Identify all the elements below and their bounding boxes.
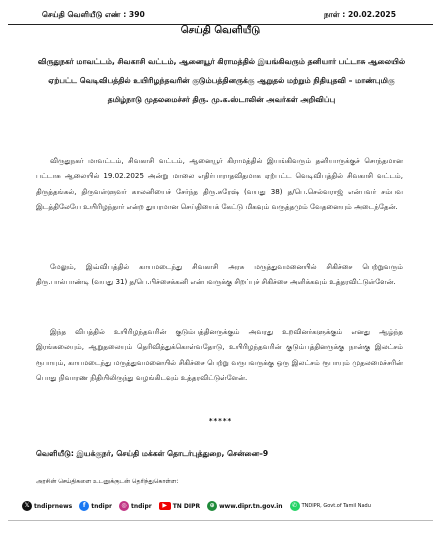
website-url: www.dipr.tn.gov.in: [219, 502, 283, 510]
globe-icon: ⊕: [207, 501, 217, 511]
social-link-whatsapp[interactable]: [290, 501, 371, 511]
social-link-x[interactable]: [22, 501, 72, 511]
social-link-facebook[interactable]: [79, 501, 112, 511]
release-title: விருதுநகர் மாவட்டம், சிவகாசி வட்டம், ஆனையூர் கிராமத்தில் இயங்கிவரும் தனியார் பட்டாசு ஆலையில் ஏற்பட்ட வெடிவிபத்தில் உயிரிழந்தவரின் குடும்பத்தினருக்கு ஆறுதல் மற்றும் நிதியுதவி – மாண்புமிகு தமிழ்நாடு முதலமைச்சர் திரு. மு.க.ஸ்டாலின் அவர்கள் அறிவிப்பு: [37, 57, 406, 104]
social-handle-youtube: TN DIPR: [172, 502, 201, 510]
whatsapp-icon: ✆: [290, 501, 300, 511]
facebook-icon: f: [79, 501, 89, 511]
social-handle-facebook: tndipr: [91, 502, 112, 510]
body-paragraph-3: இந்த விபத்தில் உயிரிழந்தவரின் குடும்பத்தினருக்கும் அவரது உறவினர்களுக்கும் எனது ஆழ்ந்த இரங்கலையும், ஆறுதலையும் தெரிவித்துக்கொள்வதோடு, உயிரிழந்தவரின் குடும்பத்தினருக்கு நான்கு இலட்சம் ரூபாயும், காயமடைந்து மருத்துவமனையில் சிகிச்சை பெற்று வருபவருக்கு ஒரு இலட்சம் ரூபாயும் முதலமைச்சரின் பொது நிவாரண நிதியிலிருந்து வழங்கிடவும் உத்தரவிட்டுள்ளேன்.: [36, 327, 403, 383]
youtube-icon: ▶: [159, 502, 171, 510]
release-heading: செய்தி வெளியீடு: [180, 25, 261, 36]
release-date: நாள் : 20.02.2025: [323, 10, 396, 19]
social-link-website[interactable]: [207, 501, 282, 511]
x-logo-icon: 𝕏: [22, 501, 32, 511]
follow-prompt: அரசின் செய்திகளை உடனுக்குடன் தெரிந்துகொள்ள:: [36, 478, 179, 485]
social-links-bar: [22, 496, 431, 516]
release-header: [20, 0, 421, 24]
release-number: செய்தி வெளியீடு எண் : 390: [42, 10, 145, 19]
body-paragraph-2: மேலும், இவ்விபத்தில் காயமடைந்து சிவகாசி அரசு மருத்துவமனையில் சிகிச்சை பெற்றுவரும் திரு.பால்பாண்டி (வயது 31) த/பெ.பிச்சைக்கனி என்பவருக்கு சிறப்புச் சிகிச்சை அளிக்கவும் உத்தரவிட்டுள்ளேன்.: [36, 262, 403, 287]
whatsapp-channel-name: TNDIPR, Govt.of Tamil Nadu: [301, 503, 371, 509]
instagram-icon: ◎: [119, 501, 129, 511]
section-separator: *****: [208, 417, 233, 425]
social-handle-instagram: tndipr: [130, 502, 152, 510]
body-paragraph-1: விருதுநகர் மாவட்டம், சிவகாசி வட்டம், ஆனையூர் கிராமத்தில் இயங்கிவரும் தனியாருக்குச் சொந்தமான பட்டாசு ஆலையில் 19.02.2025 அன்று மாலை எதிர்பாராதவிதமாக ஏற்பட்ட வெடிவிபத்தில் சிவகாசி வட்டம், திருத்தங்கல், திருவள்ளுவர் காலனியைச் சேர்ந்த திரு.சுரேஷ் (வயது 38) த/பெ.செல்வராஜ் என்பவர் சம்பவ இடத்திலேயே உயிரிழந்தார் என்ற துயரமான செய்தியைக் கேட்டு மிகவும் வருத்தமும் வேதனையும் அடைந்தேன்.: [36, 156, 403, 212]
social-link-instagram[interactable]: [119, 501, 152, 511]
social-handle-x: tndiprnews: [34, 502, 73, 510]
social-link-youtube[interactable]: [159, 502, 200, 510]
issuer-line: வெளியீடு: இயக்குநர், செய்தி மக்கள் தொடர்புத்துறை, சென்னை–9: [36, 449, 269, 458]
footer-divider: [8, 520, 433, 521]
